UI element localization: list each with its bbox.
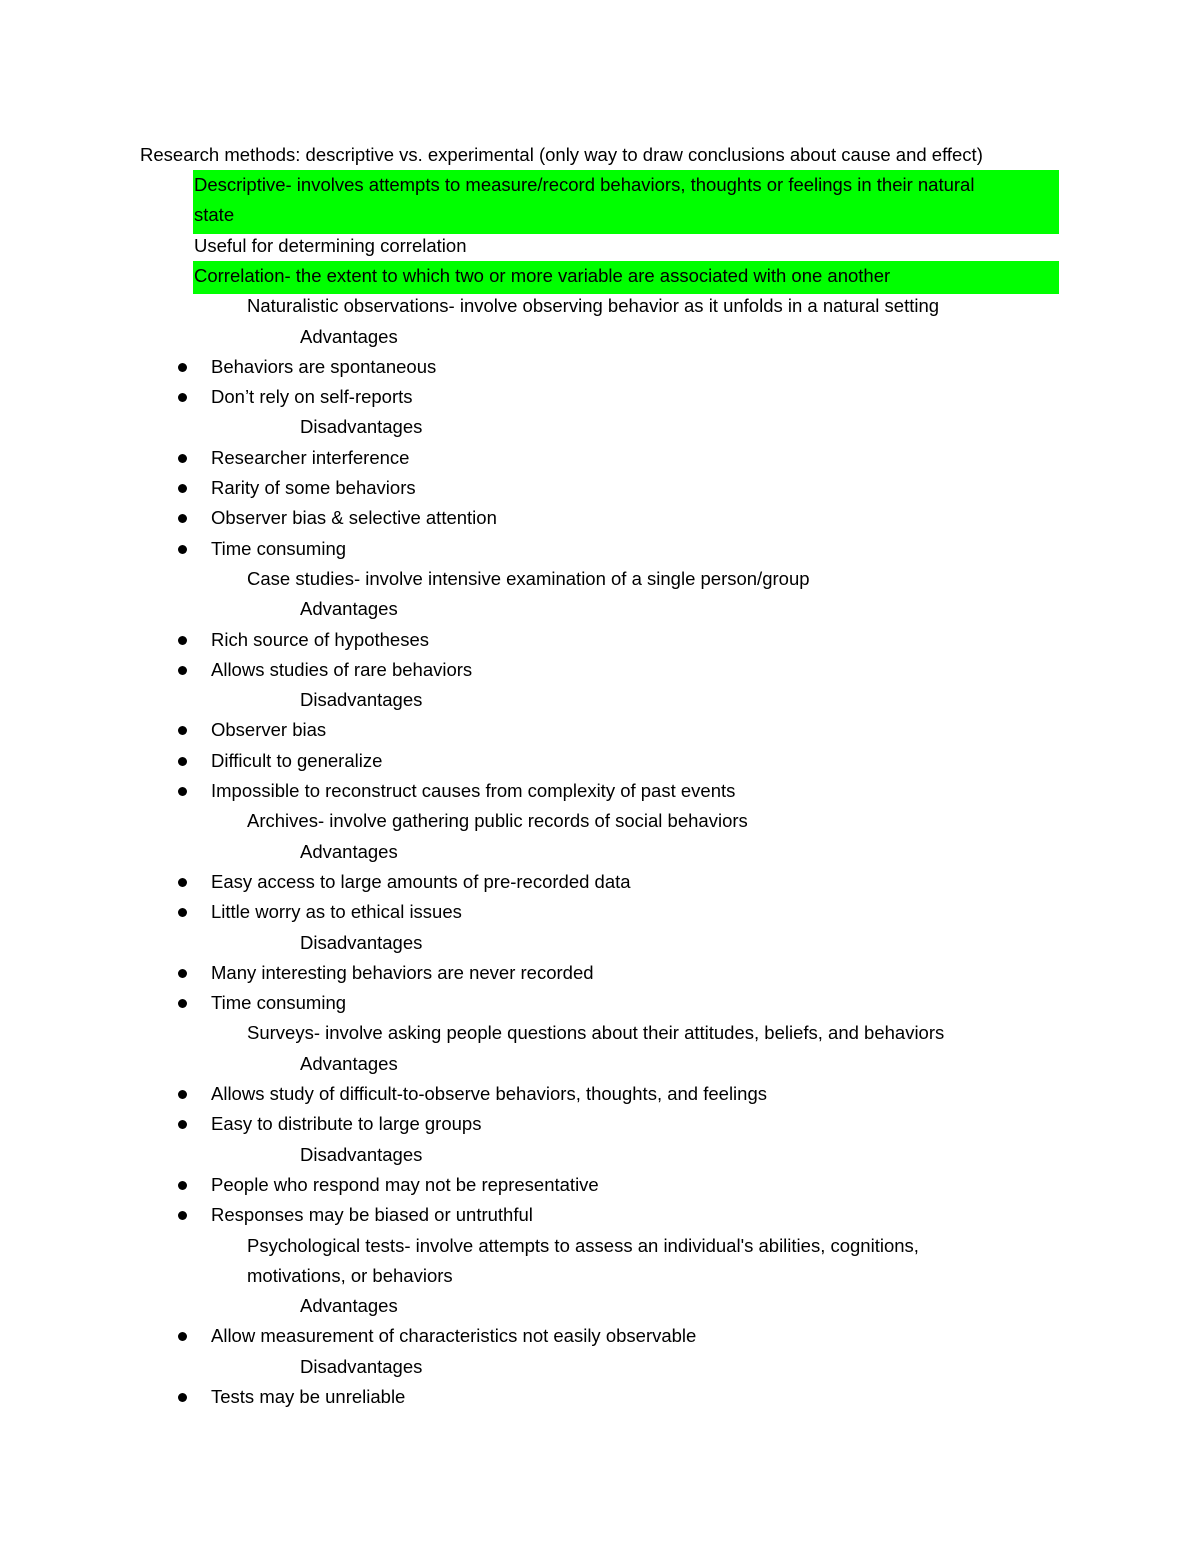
bullet-icon (178, 908, 187, 917)
bullet-item-text: Allow measurement of characteristics not easily observable (211, 1325, 697, 1347)
bullet-icon (178, 484, 187, 493)
bullet-item-text: Allows study of difficult-to-observe behaviors, thoughts, and feelings (211, 1083, 767, 1104)
bullet-icon (178, 545, 187, 554)
bullet-icon (178, 363, 187, 372)
bullet-item-text: Many interesting behaviors are never recorded (211, 961, 594, 983)
method-heading: Archives- involve gathering public records of social behaviors (247, 810, 748, 832)
method-heading: Naturalistic observations- involve observing behavior as it unfolds in a natural setting (247, 295, 940, 317)
bullet-item-text: Observer bias & selective attention (211, 507, 497, 529)
highlighted-text-line: Correlation- the extent to which two or more variable are associated with one another (194, 264, 891, 286)
method-heading: Psychological tests- involve attempts to assess an individual's abilities, cognitions, (247, 1234, 919, 1256)
highlighted-text-line: state (194, 204, 235, 226)
bullet-item-text: Observer bias (211, 719, 327, 741)
bullet-icon (178, 999, 187, 1008)
bullet-item-text: People who respond may not be representative (211, 1173, 599, 1195)
bullet-icon (178, 969, 187, 978)
bullet-item-text: Researcher interference (211, 446, 410, 468)
bullet-icon (178, 514, 187, 523)
bullet-icon (178, 454, 187, 463)
pros-cons-label: Disadvantages (300, 416, 423, 438)
bullet-item-text: Behaviors are spontaneous (211, 355, 437, 377)
bullet-item-text: Tests may be unreliable (211, 1386, 406, 1407)
bullet-item-text: Difficult to generalize (211, 749, 383, 771)
bullet-icon (178, 636, 187, 645)
bullet-item-text: Easy access to large amounts of pre-recorded data (211, 870, 631, 892)
document-title: Research methods: descriptive vs. experimental (only way to draw conclusions about cause and effect) (140, 144, 983, 165)
bullet-icon (178, 1211, 187, 1220)
bullet-item-text: Time consuming (211, 537, 347, 559)
highlighted-text-line: Descriptive- involves attempts to measure/record behaviors, thoughts or feelings in their natural (194, 174, 975, 195)
bullet-icon (178, 1090, 187, 1099)
bullet-item-text: Impossible to reconstruct causes from complexity of past events (211, 780, 736, 801)
bullet-item-text: Rich source of hypotheses (211, 628, 430, 650)
bullet-icon (178, 878, 187, 887)
pros-cons-label: Advantages (300, 1052, 398, 1074)
bullet-icon (178, 1120, 187, 1129)
pros-cons-label: Advantages (300, 598, 398, 620)
pros-cons-label: Disadvantages (300, 1355, 423, 1377)
bullet-icon (178, 1332, 187, 1341)
bullet-icon (178, 726, 187, 735)
method-heading: Case studies- involve intensive examination of a single person/group (247, 567, 810, 589)
pros-cons-label: Disadvantages (300, 931, 423, 953)
bullet-icon (178, 666, 187, 675)
bullet-item-text: Little worry as to ethical issues (211, 901, 462, 923)
pros-cons-label: Disadvantages (300, 1143, 423, 1165)
text-line: Useful for determining correlation (194, 234, 467, 256)
method-heading: motivations, or behaviors (247, 1264, 453, 1286)
bullet-icon (178, 1393, 187, 1402)
method-heading: Surveys- involve asking people questions about their attitudes, beliefs, and behaviors (247, 1022, 945, 1044)
bullet-item-text: Rarity of some behaviors (211, 477, 416, 498)
bullet-item-text: Don’t rely on self-reports (211, 386, 413, 408)
bullet-icon (178, 1181, 187, 1190)
pros-cons-label: Advantages (300, 1295, 398, 1317)
bullet-icon (178, 757, 187, 766)
bullet-icon (178, 787, 187, 796)
bullet-item-text: Time consuming (211, 992, 347, 1014)
pros-cons-label: Advantages (300, 840, 398, 862)
pros-cons-label: Disadvantages (300, 689, 423, 711)
bullet-item-text: Easy to distribute to large groups (211, 1113, 482, 1135)
bullet-icon (178, 393, 187, 402)
pros-cons-label: Advantages (300, 325, 398, 347)
bullet-item-text: Responses may be biased or untruthful (211, 1204, 533, 1226)
bullet-item-text: Allows studies of rare behaviors (211, 658, 473, 680)
